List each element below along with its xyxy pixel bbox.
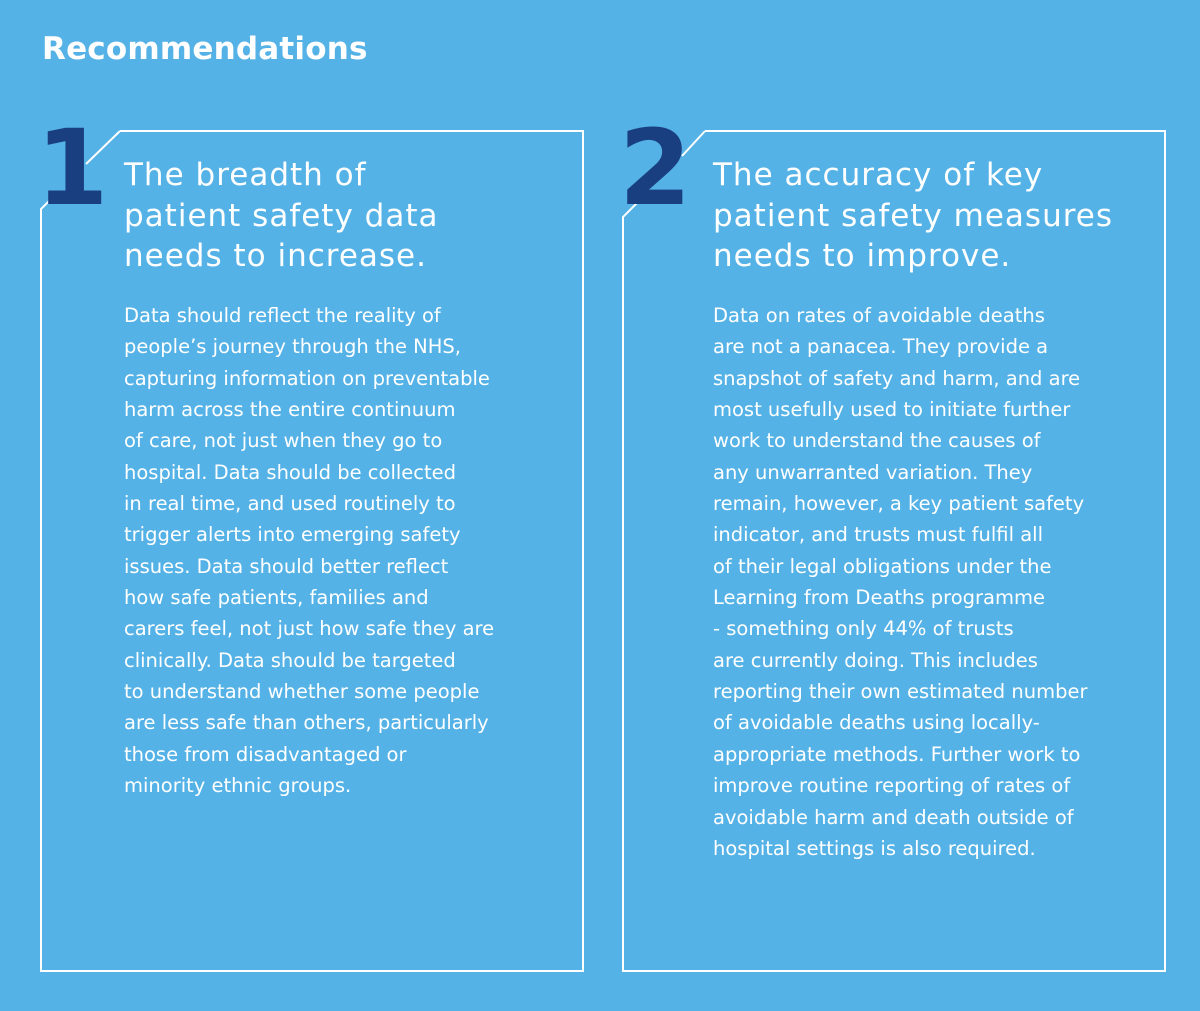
body-line: how safe patients, families and — [124, 586, 429, 610]
card-title-line: patient safety measures — [713, 197, 1114, 234]
card-title-line: patient safety data — [124, 197, 439, 234]
card-number: 1 — [36, 107, 105, 229]
body-line: Data on rates of avoidable deaths — [713, 304, 1045, 327]
body-line: are currently doing. This includes — [713, 648, 1038, 672]
card-body — [713, 300, 1087, 864]
card-number: 2 — [619, 107, 688, 229]
card-title-line: The accuracy of key — [713, 157, 1044, 193]
body-line: avoidable harm and death outside of — [713, 805, 1074, 829]
body-line: appropriate methods. Further work to — [713, 742, 1081, 766]
body-line: Learning from Deaths programme — [713, 586, 1045, 610]
card-body — [124, 300, 494, 802]
card-title-line: needs to increase. — [124, 238, 427, 274]
body-line: those from disadvantaged or — [124, 742, 407, 766]
body-line: harm across the entire continuum — [124, 398, 456, 422]
body-line: reporting their own estimated number — [713, 680, 1088, 704]
body-line: Data should reflect the reality of — [124, 304, 441, 327]
body-line: minority ethnic groups. — [124, 774, 352, 798]
body-line: issues. Data should better reflect — [124, 554, 449, 578]
body-line: to understand whether some people — [124, 680, 480, 704]
body-line: - something only 44% of trusts — [713, 617, 1014, 641]
card-title — [124, 155, 438, 277]
body-line: clinically. Data should be targeted — [124, 648, 456, 672]
card-title-line: The breadth of — [124, 157, 367, 193]
body-line: hospital. Data should be collected — [124, 460, 457, 484]
body-line: indicator, and trusts must fulfil all — [713, 523, 1043, 547]
body-line: hospital settings is also required. — [713, 836, 1036, 860]
body-line: most usefully used to initiate further — [713, 398, 1071, 422]
body-line: are not a panacea. They provide a — [713, 335, 1049, 359]
body-line: of their legal obligations under the — [713, 554, 1052, 578]
body-line: people’s journey through the NHS, — [124, 335, 461, 359]
body-line: any unwarranted variation. They — [713, 460, 1033, 484]
card-title-line: needs to improve. — [713, 238, 1012, 274]
body-line: trigger alerts into emerging safety — [124, 523, 461, 547]
body-line: are less safe than others, particularly — [124, 711, 489, 735]
card-title — [713, 155, 1113, 277]
body-line: remain, however, a key patient safety — [713, 492, 1085, 516]
page-title: Recommendations — [42, 31, 368, 67]
body-line: of avoidable deaths using locally- — [713, 711, 1040, 735]
body-line: snapshot of safety and harm, and are — [713, 366, 1081, 390]
body-line: improve routine reporting of rates of — [713, 774, 1071, 798]
body-line: capturing information on preventable — [124, 366, 490, 390]
body-line: carers feel, not just how safe they are — [124, 617, 495, 641]
body-line: in real time, and used routinely to — [124, 492, 456, 516]
recommendation-card-2 — [600, 0, 1200, 1011]
body-line: work to understand the causes of — [713, 429, 1041, 453]
body-line: of care, not just when they go to — [124, 429, 443, 453]
